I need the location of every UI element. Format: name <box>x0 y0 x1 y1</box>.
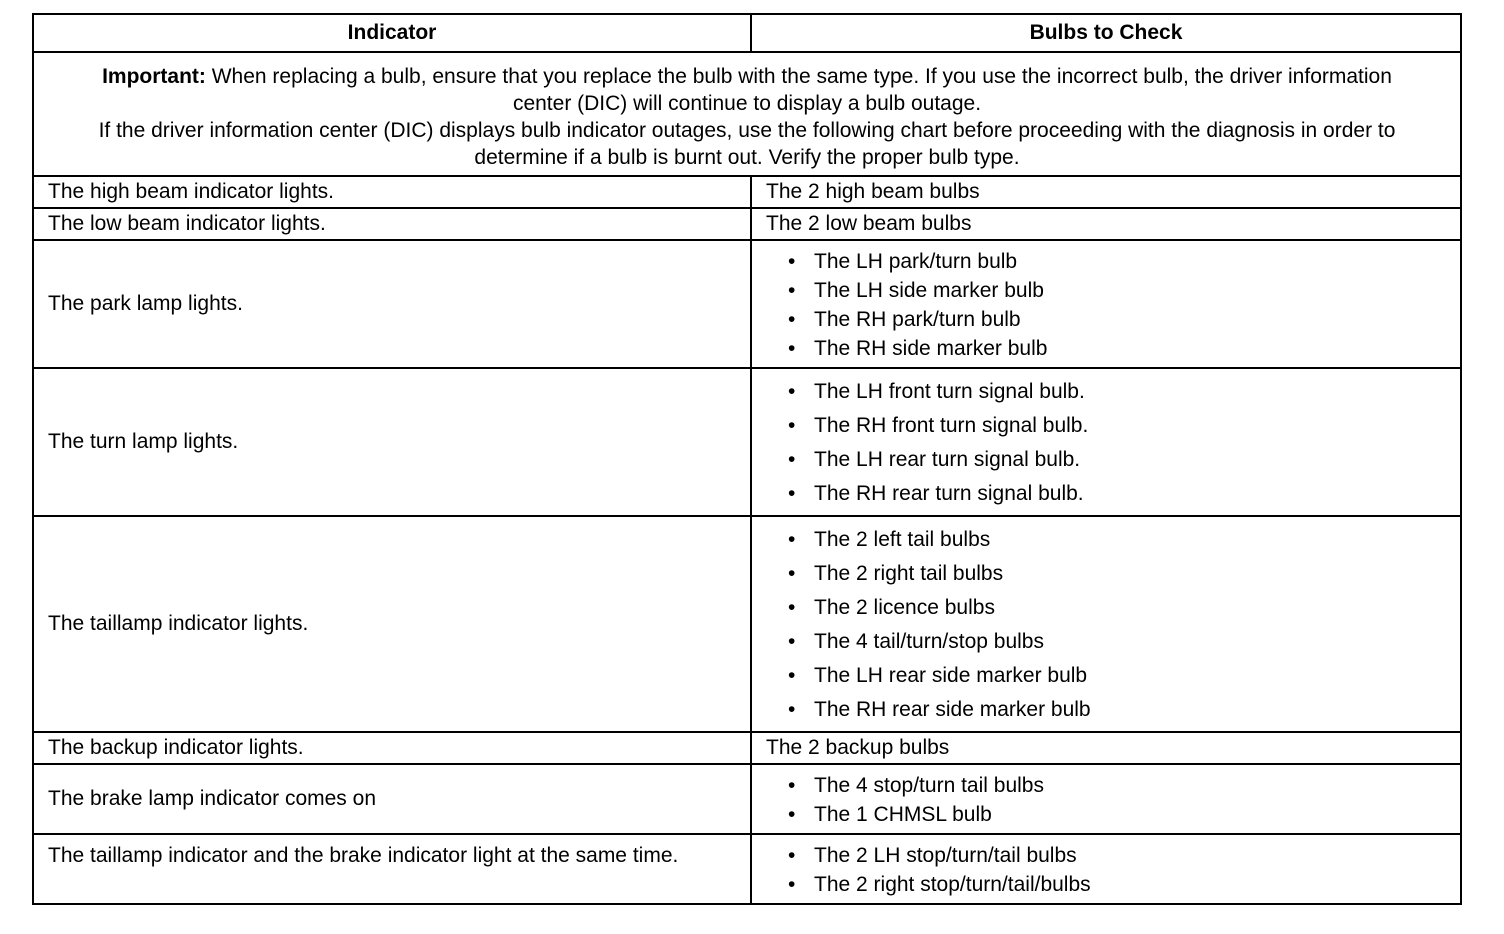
indicator-cell: The park lamp lights. <box>33 240 751 368</box>
list-item: • The RH rear turn signal bulb. <box>788 477 1446 511</box>
list-item: • The 2 licence bulbs <box>788 591 1446 625</box>
list-item: • The LH rear side marker bulb <box>788 659 1446 693</box>
header-bulbs-to-check: Bulbs to Check <box>751 14 1461 52</box>
list-item: • The LH rear turn signal bulb. <box>788 443 1446 477</box>
header-indicator: Indicator <box>33 14 751 52</box>
bulb-list-cell <box>751 368 1461 516</box>
table-row <box>33 368 1461 516</box>
list-item: • The 2 right stop/turn/tail/bulbs <box>788 870 1446 899</box>
list-item: • The RH rear side marker bulb <box>788 693 1446 727</box>
table-row <box>33 240 1461 368</box>
list-item: • The 1 CHMSL bulb <box>788 800 1446 829</box>
indicator-cell: The turn lamp lights. <box>33 368 751 516</box>
indicator-cell: The taillamp indicator and the brake indicator light at the same time. <box>33 834 751 904</box>
important-note-row <box>33 52 1461 176</box>
bulb-cell: The 2 backup bulbs <box>751 732 1461 764</box>
important-text-1: When replacing a bulb, ensure that you replace the bulb with the same type. If you use the incorrect bulb, the driver information center (DIC) will continue to display a bulb outage. <box>205 65 1392 115</box>
bulb-cell: The 2 high beam bulbs <box>751 176 1461 208</box>
indicator-cell: The brake lamp indicator comes on <box>33 764 751 834</box>
list-item: • The RH side marker bulb <box>788 334 1446 363</box>
table-row <box>33 834 1461 904</box>
bulb-check-table <box>32 13 1462 905</box>
indicator-cell: The backup indicator lights. <box>33 732 751 764</box>
list-item: • The RH front turn signal bulb. <box>788 409 1446 443</box>
bulb-list <box>766 247 1446 363</box>
list-item: • The 4 tail/turn/stop bulbs <box>788 625 1446 659</box>
table-row <box>33 764 1461 834</box>
list-item: • The LH park/turn bulb <box>788 247 1446 276</box>
table-header-row <box>33 14 1461 52</box>
bulb-list-cell <box>751 834 1461 904</box>
bulb-cell: The 2 low beam bulbs <box>751 208 1461 240</box>
indicator-cell: The low beam indicator lights. <box>33 208 751 240</box>
list-item: • The 2 LH stop/turn/tail bulbs <box>788 841 1446 870</box>
table-row <box>33 732 1461 764</box>
indicator-cell: The taillamp indicator lights. <box>33 516 751 732</box>
important-note <box>33 52 1461 176</box>
bulb-list <box>766 375 1446 511</box>
bulb-list-cell <box>751 764 1461 834</box>
bulb-list-cell <box>751 240 1461 368</box>
list-item: • The 2 left tail bulbs <box>788 523 1446 557</box>
list-item: • The 2 right tail bulbs <box>788 557 1446 591</box>
bulb-list <box>766 771 1446 829</box>
table-row <box>33 176 1461 208</box>
list-item: • The 4 stop/turn tail bulbs <box>788 771 1446 800</box>
indicator-cell: The high beam indicator lights. <box>33 176 751 208</box>
list-item: • The LH front turn signal bulb. <box>788 375 1446 409</box>
list-item: • The RH park/turn bulb <box>788 305 1446 334</box>
table-row <box>33 516 1461 732</box>
important-text-2: If the driver information center (DIC) displays bulb indicator outages, use the following chart before proceeding with the diagnosis in order to determine if a bulb is burnt out. Verify the proper bulb type. <box>98 119 1396 169</box>
bulb-list <box>766 523 1446 727</box>
table-row <box>33 208 1461 240</box>
bulb-list <box>766 841 1446 899</box>
bulb-list-cell <box>751 516 1461 732</box>
important-label: Important: <box>102 65 206 88</box>
list-item: • The LH side marker bulb <box>788 276 1446 305</box>
